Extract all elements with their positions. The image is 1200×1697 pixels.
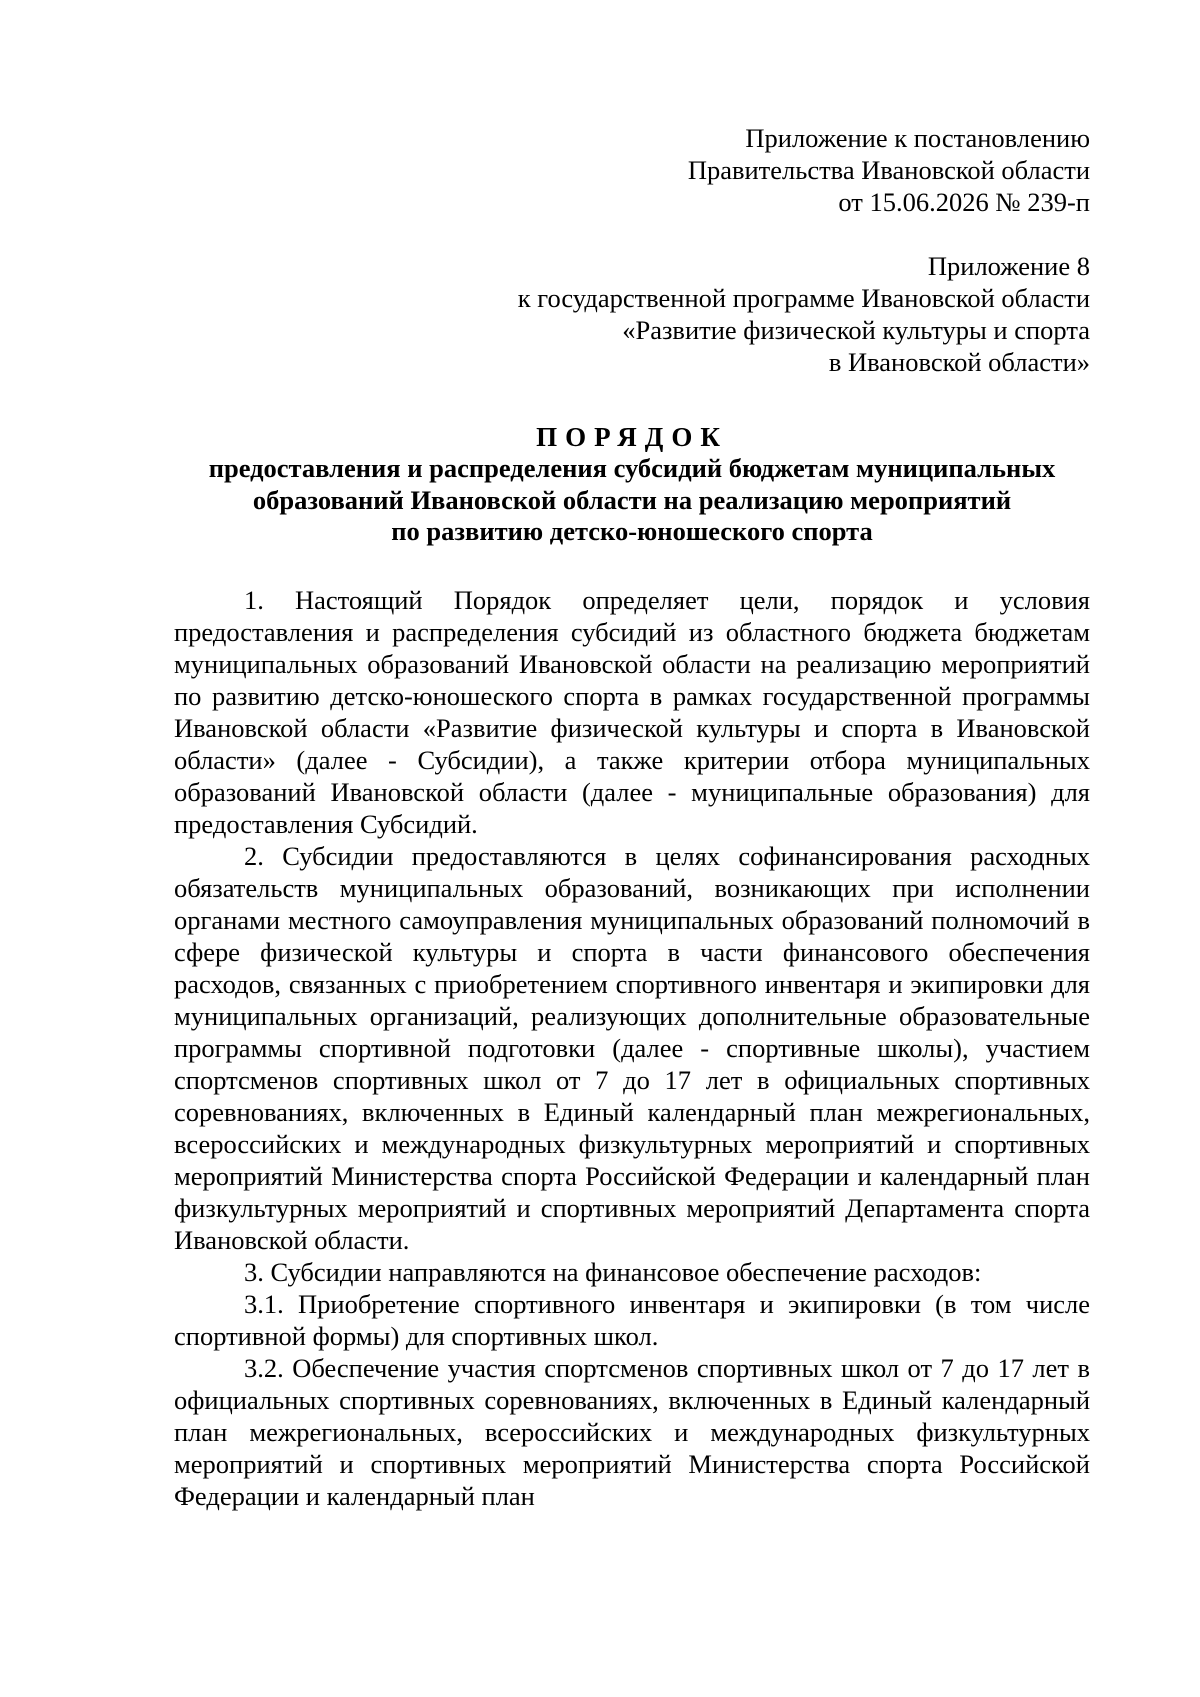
appendix-line: Приложение 8 [927, 251, 1090, 281]
paragraph-3: 3. Субсидии направляются на финансовое обеспечение расходов: [244, 1256, 982, 1287]
paragraph-2: 2. Субсидии предоставляются в целях софинансирования расходных обязательств муниципальных образований, возникающих при исполнении органами местного самоуправления муниципальных образований полномочий в сфере физической культуры и спорта в части финансового обеспечения расходов, связанных с приобретением спортивного инвентаря и экипировки для муниципальных организаций, реализующих дополнительные образовательные программы спортивной подготовки (далее - спортивные школы), участием спортсменов спортивных школ от 7 до 17 лет в официальных спортивных соревнованиях, включенных в Единый календарный план межрегиональных, всероссийских и международных физкультурных мероприятий и спортивных мероприятий Министерства спорта Российской Федерации и календарный план физкультурных мероприятий и спортивных мероприятий Департамента спорта Ивановской области. [174, 840, 1090, 1255]
appendix-header [174, 250, 1090, 378]
document-title: ПОРЯДОК [536, 422, 728, 452]
paragraph-1: 1. Настоящий Порядок определяет цели, порядок и условия предоставления и распределения субсидий из областного бюджета бюджетам муниципальных образований Ивановской области на реализацию мероприятий по развитию детско-юношеского спорта в рамках государственной программы Ивановской области «Развитие физической культуры и спорта в Ивановской области» (далее - Субсидии), а также критерии отбора муниципальных образований Ивановской области (далее - муниципальные образования) для предоставления Субсидий. [174, 584, 1090, 839]
attachment-line: Приложение к постановлению [745, 123, 1090, 153]
document-body [174, 584, 1090, 1512]
attachment-line: от 15.06.2026 № 239-п [838, 187, 1090, 217]
appendix-line: «Развитие физической культуры и спорта [622, 315, 1090, 345]
appendix-line: к государственной программе Ивановской области [517, 283, 1090, 313]
appendix-line: в Ивановской области» [828, 347, 1090, 377]
paragraph-3-2: 3.2. Обеспечение участия спортсменов спортивных школ от 7 до 17 лет в официальных спортивных соревнованиях, включенных в Единый календарный план межрегиональных, всероссийских и международных физкультурных мероприятий и спортивных мероприятий Министерства спорта Российской Федерации и календарный план [174, 1352, 1090, 1511]
document-subtitle [174, 453, 1090, 548]
subtitle-line: предоставления и распределения субсидий бюджетам муниципальных [208, 453, 1056, 483]
subtitle-line: образований Ивановской области на реализацию мероприятий [252, 484, 1012, 515]
attachment-header [174, 122, 1090, 218]
document-page [174, 122, 1090, 1512]
paragraph-3-1: 3.1. Приобретение спортивного инвентаря и экипировки (в том числе спортивной формы) для спортивных школ. [174, 1288, 1090, 1351]
subtitle-line: по развитию детско-юношеского спорта [391, 516, 873, 546]
attachment-line: Правительства Ивановской области [687, 155, 1090, 185]
